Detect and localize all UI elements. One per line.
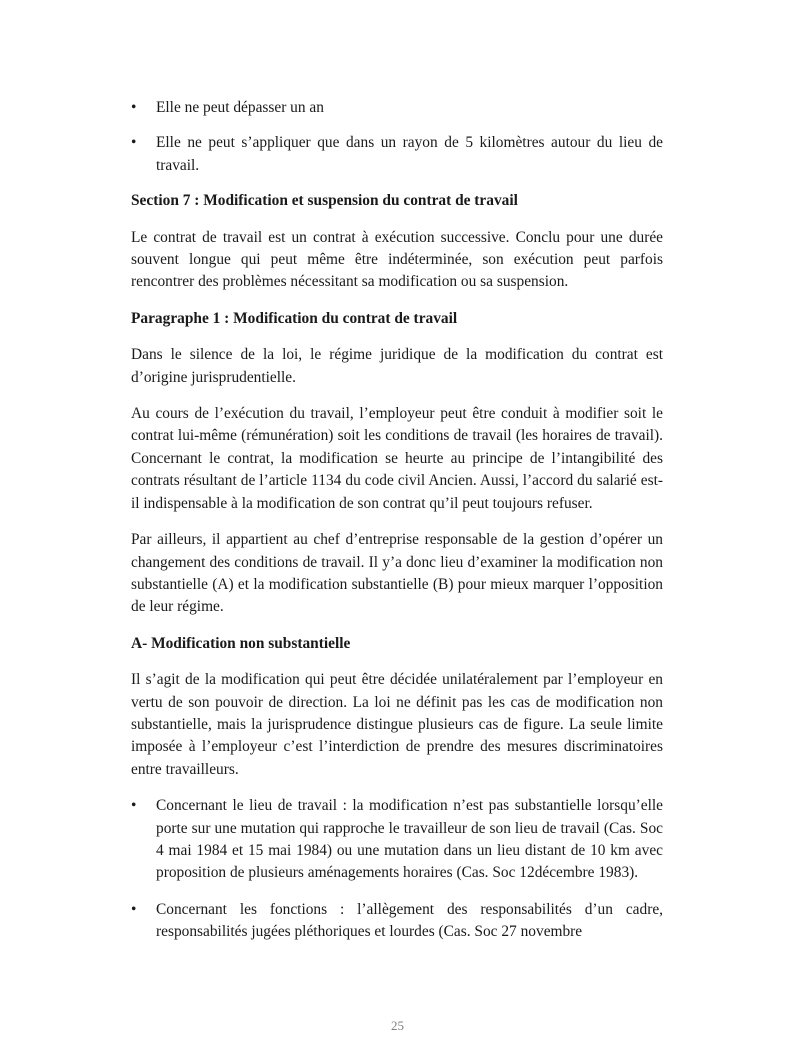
bullet-marker: •: [131, 797, 137, 815]
paragraph-1-heading: Paragraphe 1 : Modification du contrat de travail: [131, 309, 458, 327]
list-item-text: Elle ne peut s’appliquer que dans un rayon de 5 kilomètres autour du lieu de travail.: [156, 134, 663, 174]
subsection-a-text: Il s’agit de la modification qui peut être décidée unilatéralement par l’employeur en vertu de son pouvoir de direction. La loi ne définit pas les cas de modification non substantielle, mais la jurisprudence distingue plusieurs cas de figure. La seule limite imposée à l’employeur c’est l’interdiction de prendre des mesures discriminatoires entre travailleurs.: [131, 671, 663, 778]
paragraph-1-text-3: Par ailleurs, il appartient au chef d’entreprise responsable de la gestion d’opérer un changement des conditions de travail. Il y’a donc lieu d’examiner la modification non substantielle (A) et la modification substantielle (B) pour mieux marquer l’opposition de leur régime.: [131, 531, 663, 616]
document-page: [131, 97, 663, 944]
bullet-marker: •: [131, 134, 137, 152]
paragraph-1-text-2: Au cours de l’exécution du travail, l’employeur peut être conduit à modifier soit le contrat lui-même (rémunération) soit les conditions de travail (les horaires de travail). Concernant le contrat, la modification se heurte au principe de l’intangibilité des contrats résultant de l’article 1134 du code civil Ancien. Aussi, l’accord du salarié est-il indispensable à la modification de son contrat qu’il peut toujours refuser.: [131, 405, 663, 512]
list-item: [131, 97, 663, 119]
section-7-heading: Section 7 : Modification et suspension du contrat de travail: [131, 192, 518, 210]
list-item-text: Concernant le lieu de travail : la modification n’est pas substantielle lorsqu’elle porte sur une mutation qui rapproche le travailleur de son lieu de travail (Cas. Soc 4 mai 1984 et 15 mai 1984) ou une mutation dans un lieu distant de 10 km avec proposition de plusieurs aménagements horaires (Cas. Soc 12décembre 1983).: [156, 797, 663, 882]
subsection-a-heading: A- Modification non substantielle: [131, 634, 351, 652]
list-item-text: Concernant les fonctions : l’allègement des responsabilités d’un cadre, responsabilités jugées pléthoriques et lourdes (Cas. Soc 27 novembre: [156, 900, 663, 941]
bullet-marker: •: [131, 99, 137, 116]
list-item-text: Elle ne peut dépasser un an: [156, 99, 324, 116]
paragraph-1-text-1: Dans le silence de la loi, le régime juridique de la modification du contrat est d’origine jurisprudentielle.: [131, 346, 663, 386]
list-item: [131, 132, 663, 177]
list-item: [131, 899, 663, 944]
section-7-intro: Le contrat de travail est un contrat à exécution successive. Conclu pour une durée souvent longue qui peut même être indéterminée, son exécution peut parfois rencontrer des problèmes nécessitant sa modification ou sa suspension.: [131, 228, 663, 291]
bullet-marker: •: [131, 900, 137, 918]
list-item: [131, 795, 663, 885]
page-number: 25: [391, 1018, 404, 1033]
